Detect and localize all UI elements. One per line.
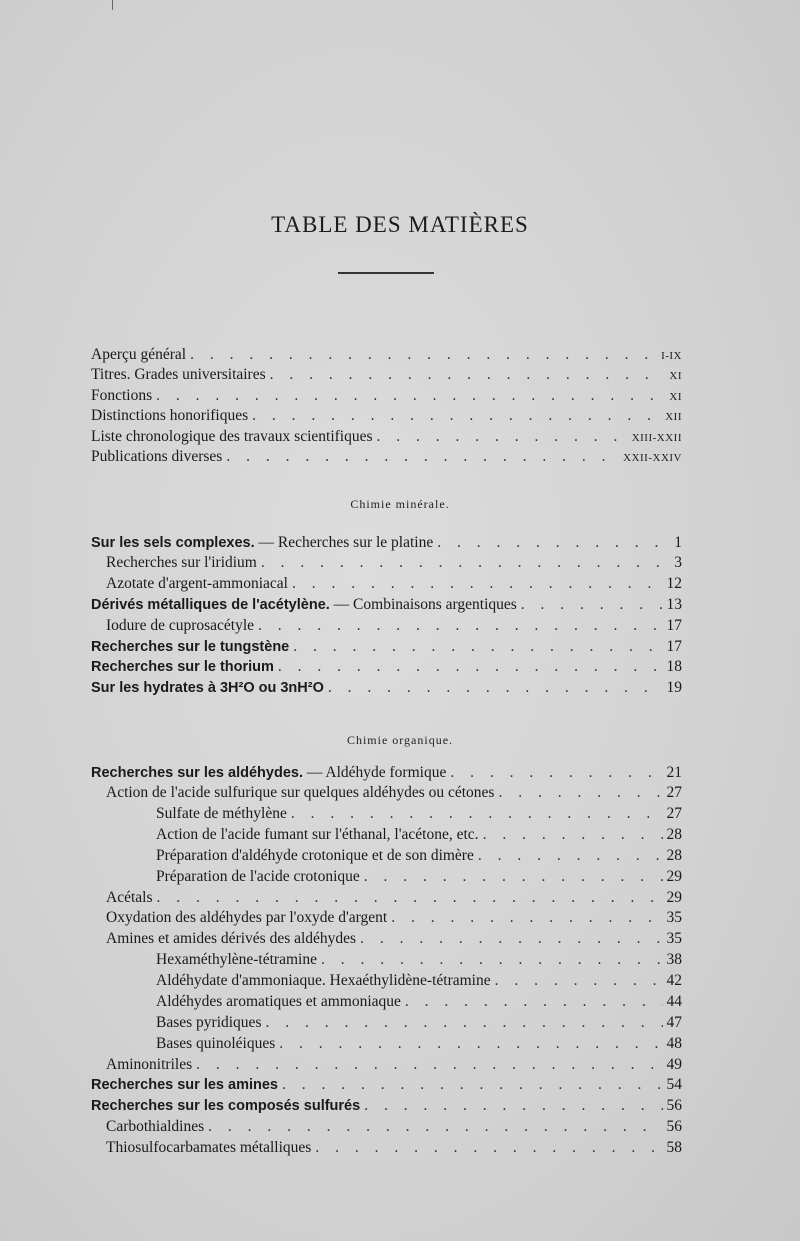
dot-leader (437, 533, 664, 553)
toc-page-number: 49 (666, 1056, 682, 1073)
toc-page-number: 56 (666, 1118, 682, 1135)
toc-entry-text: Carbothialdines (106, 1118, 205, 1135)
toc-entry (91, 657, 682, 677)
toc-entry-text: Oxydation des aldéhydes par l'oxyde d'argent (106, 909, 388, 926)
dot-leader (328, 678, 663, 698)
toc-entry-text: Préparation d'aldéhyde crotonique et de son dimère (156, 847, 474, 864)
toc-entry-text: Préparation de l'acide crotonique (156, 868, 360, 885)
toc-page-number: 29 (666, 868, 682, 885)
page-mark (112, 0, 113, 10)
dot-leader (377, 427, 628, 447)
toc-entry-label (156, 971, 491, 991)
dot-leader (226, 447, 619, 467)
toc-entry-label (106, 783, 494, 803)
toc-page-number: 18 (666, 658, 682, 675)
dot-leader (321, 950, 663, 970)
toc-entry-label (156, 950, 317, 970)
toc-entry (106, 553, 682, 573)
toc-entry-text: — Recherches sur le platine (254, 534, 434, 551)
toc-entry-label (156, 1013, 261, 1033)
toc-entry-label (106, 1055, 192, 1075)
toc-entry-text: Aldéhydes aromatiques et ammoniaque (156, 993, 401, 1010)
dot-leader (278, 657, 663, 677)
toc-entry (156, 992, 682, 1012)
toc-page-number: 56 (666, 1097, 682, 1114)
toc-page-number: 1 (674, 534, 682, 551)
toc-page-number: 29 (666, 889, 682, 906)
toc-entry-label (91, 1096, 360, 1116)
toc-entry (91, 533, 682, 553)
toc-entry (156, 825, 682, 845)
toc-entry (156, 950, 682, 970)
toc-entry (91, 1096, 682, 1116)
dot-leader (391, 908, 662, 928)
toc-entry (156, 1034, 682, 1054)
dot-leader (282, 1075, 663, 1095)
dot-leader (270, 365, 664, 385)
toc-page-number: 13 (666, 596, 682, 613)
toc-entry-bold-label: Dérivés métalliques de l'acétylène. (91, 597, 330, 613)
toc-entry-text: Azotate d'argent-ammoniacal (106, 575, 288, 592)
dot-leader (258, 616, 662, 636)
toc-entry (91, 427, 682, 447)
toc-entry-label (156, 825, 479, 845)
toc-entry (156, 846, 682, 866)
dot-leader (252, 406, 661, 426)
toc-entry-label (106, 888, 152, 908)
page-title: TABLE DES MATIÈRES (271, 212, 529, 237)
toc-page-number: 3 (674, 554, 682, 571)
toc-page-number: XXII-XXIV (623, 452, 682, 464)
toc-entry-bold-label: Recherches sur les composés sulfurés (91, 1098, 361, 1114)
toc-entry (91, 678, 682, 698)
toc-entry-label (91, 427, 373, 447)
toc-entry (156, 867, 682, 887)
toc-entry (156, 971, 682, 991)
toc-entry-label (91, 595, 517, 615)
toc-entry-label (106, 553, 257, 573)
toc-entry-text: Aperçu général (91, 346, 187, 363)
toc-entry-text: Fonctions (91, 387, 153, 404)
toc-entry-label (106, 574, 288, 594)
dot-leader (315, 1138, 662, 1158)
toc-entry (106, 1117, 682, 1137)
toc-page-number: 27 (666, 784, 682, 801)
toc-entry-text: Hexaméthylène-tétramine (156, 951, 317, 968)
dot-leader (292, 574, 663, 594)
toc-entry-text: Action de l'acide sulfurique sur quelques aldéhydes ou cétones (106, 784, 495, 801)
toc-entry (106, 783, 682, 803)
toc-page-number: XII (665, 411, 682, 423)
toc-entry (106, 888, 682, 908)
toc-entry-bold-label: Recherches sur le thorium (91, 659, 274, 675)
section-heading-organic: Chimie organique. (346, 733, 454, 747)
toc-entry-label (106, 929, 356, 949)
toc-entry (91, 637, 682, 657)
toc-entry-text: — Aldéhyde formique (302, 764, 447, 781)
toc-entry-label (91, 1075, 278, 1095)
toc-entry-label (91, 386, 152, 406)
toc-entry (106, 908, 682, 928)
toc-entry (91, 345, 682, 365)
dot-leader (156, 386, 664, 406)
toc-page-number: 47 (666, 1014, 682, 1031)
dot-leader (208, 1117, 662, 1137)
toc-page-number: 19 (666, 679, 682, 696)
toc-entry-label (156, 992, 401, 1012)
toc-page-number: I-IX (661, 350, 682, 362)
toc-entry-text: — Combinaisons argentiques (329, 596, 517, 613)
toc-entry-text: Aldéhydate d'ammoniaque. Hexaéthylidène-tétramine (156, 972, 491, 989)
toc-entry-text: Sulfate de méthylène (156, 805, 287, 822)
toc-entry-label (106, 908, 387, 928)
toc-entry-label (91, 406, 248, 426)
toc-entry-text: Liste chronologique des travaux scientifiques (91, 428, 373, 445)
toc-entry (106, 929, 682, 949)
toc-page-number: 27 (666, 805, 682, 822)
toc-entry-bold-label: Recherches sur les aldéhydes. (91, 765, 303, 781)
toc-entry-bold-label: Recherches sur le tungstène (91, 639, 290, 655)
dot-leader (293, 637, 662, 657)
toc-page-number: 17 (666, 617, 682, 634)
toc-page-number: 42 (666, 972, 682, 989)
toc-entry-label (156, 846, 474, 866)
toc-entry-label (91, 657, 274, 677)
toc-entry-label (156, 804, 287, 824)
dot-leader (291, 804, 663, 824)
toc-entry-text: Aminonitriles (106, 1056, 193, 1073)
toc-entry-text: Action de l'acide fumant sur l'éthanal, l'acétone, etc. (156, 826, 479, 843)
toc-page-number: 28 (666, 847, 682, 864)
toc-entry-label (91, 763, 446, 783)
toc-entry-text: Recherches sur l'iridium (106, 554, 257, 571)
toc-entry-text: Bases quinoléiques (156, 1035, 276, 1052)
toc-entry (91, 1075, 682, 1095)
dot-leader (483, 825, 663, 845)
toc-entry-label (156, 1034, 275, 1054)
dot-leader (498, 783, 662, 803)
toc-entry (106, 1055, 682, 1075)
toc-entry (106, 574, 682, 594)
toc-entry-text: Iodure de cuprosacétyle (106, 617, 255, 634)
toc-entry-label (91, 447, 222, 467)
toc-entry-label (91, 533, 433, 553)
toc-entry-bold-label: Recherches sur les amines (91, 1077, 278, 1093)
toc-entry (106, 1138, 682, 1158)
toc-entry (106, 616, 682, 636)
toc-entry-text: Distinctions honorifiques (91, 407, 249, 424)
toc-page-number: 48 (666, 1035, 682, 1052)
title-rule (338, 272, 434, 274)
toc-page-number: 28 (666, 826, 682, 843)
dot-leader (450, 763, 662, 783)
toc-entry (91, 447, 682, 467)
toc-entry-text: Bases pyridiques (156, 1014, 262, 1031)
dot-leader (364, 1096, 662, 1116)
dot-leader (360, 929, 662, 949)
toc-entry-text: Titres. Grades universitaires (91, 366, 266, 383)
toc-page-number: 12 (666, 575, 682, 592)
toc-page-number: 17 (666, 638, 682, 655)
toc-entry-label (91, 678, 324, 698)
dot-leader (364, 867, 663, 887)
toc-entry (91, 763, 682, 783)
toc-page-number: 38 (666, 951, 682, 968)
toc-entry-text: Publications diverses (91, 448, 223, 465)
toc-entry-text: Thiosulfocarbamates métalliques (106, 1139, 312, 1156)
toc-entry-bold-label: Sur les hydrates à 3H²O ou 3nH²O (91, 680, 324, 696)
toc-entry-label (106, 616, 254, 636)
toc-entry (91, 365, 682, 385)
dot-leader (196, 1055, 662, 1075)
dot-leader (190, 345, 657, 365)
toc-entry-label (156, 867, 360, 887)
dot-leader (279, 1034, 662, 1054)
toc-page-number: 44 (666, 993, 682, 1010)
toc-page-number: XI (669, 370, 682, 382)
toc-entry-label (91, 345, 186, 365)
toc-page-number: 21 (666, 764, 682, 781)
dot-leader (261, 553, 664, 573)
toc-page-number: 58 (666, 1139, 682, 1156)
toc-entry-text: Amines et amides dérivés des aldéhydes (106, 930, 357, 947)
toc-entry (91, 595, 682, 615)
toc-entry (91, 386, 682, 406)
toc-page-number: 35 (666, 909, 682, 926)
dot-leader (156, 888, 662, 908)
toc-page-number: XIII-XXII (631, 432, 682, 444)
toc-entry-label (91, 365, 266, 385)
toc-entry-text: Acétals (106, 889, 153, 906)
dot-leader (495, 971, 663, 991)
toc-page-number: 35 (666, 930, 682, 947)
dot-leader (405, 992, 663, 1012)
toc-entry-label (106, 1117, 204, 1137)
toc-entry-bold-label: Sur les sels complexes. (91, 535, 255, 551)
dot-leader (478, 846, 663, 866)
toc-entry-label (91, 637, 289, 657)
toc-entry (91, 406, 682, 426)
toc-entry-label (106, 1138, 311, 1158)
toc-entry (156, 1013, 682, 1033)
toc-page-number: XI (669, 391, 682, 403)
toc-entry (156, 804, 682, 824)
section-heading-mineral: Chimie minérale. (350, 497, 450, 511)
toc-page-number: 54 (666, 1076, 682, 1093)
dot-leader (521, 595, 663, 615)
dot-leader (265, 1013, 662, 1033)
